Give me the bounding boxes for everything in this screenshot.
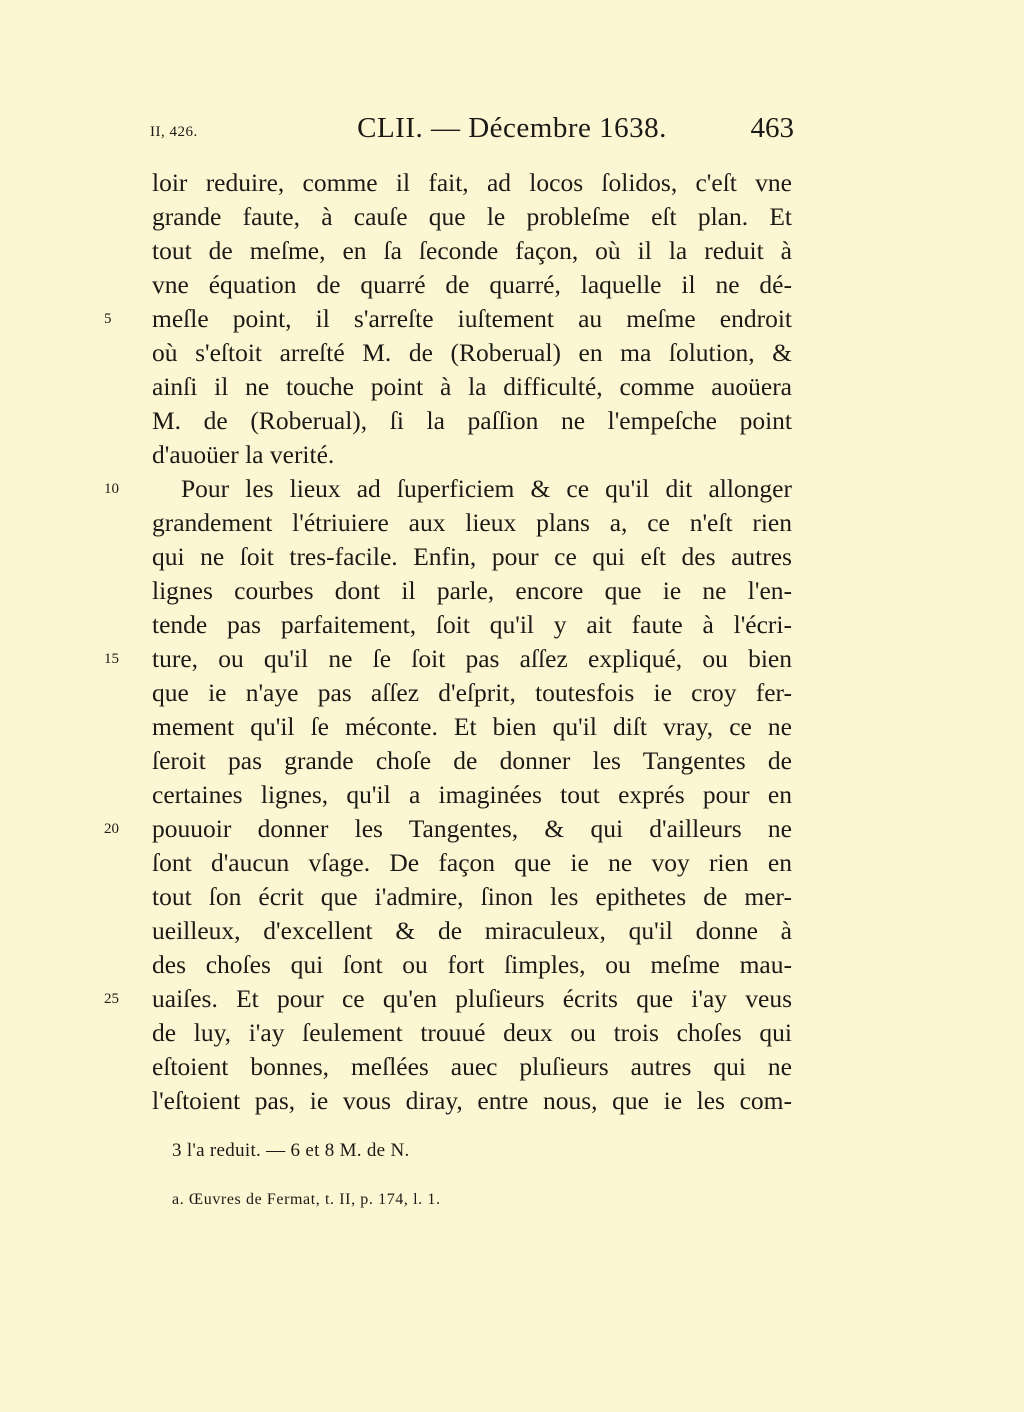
text-line	[152, 744, 792, 778]
line-number: 5	[104, 311, 112, 327]
text-line	[152, 778, 792, 812]
text-line	[152, 1016, 792, 1050]
text-line	[152, 268, 792, 302]
line-text: Pour les lieux ad ſuperficiem & ce qu'il dit allonger	[181, 474, 792, 503]
footnotes	[172, 1136, 792, 1214]
line-number: 15	[104, 651, 119, 667]
line-text: lignes courbes dont il parle, encore que ie ne l'en-	[152, 576, 792, 605]
text-line	[152, 404, 792, 438]
line-text: ture, ou qu'il ne ſe ſoit pas aſſez expliqué, ou bien	[152, 644, 792, 673]
line-text: ainſi il ne touche point à la difficulté, comme auoüera	[152, 372, 792, 401]
line-text: l'eſtoient pas, ie vous diray, entre nous, que ie les com-	[152, 1086, 792, 1115]
text-line	[152, 438, 792, 472]
text-line	[152, 914, 792, 948]
text-line	[104, 982, 792, 1016]
line-text: uaiſes. Et pour ce qu'en pluſieurs écrits que i'ay veus	[152, 984, 792, 1013]
text-line	[152, 540, 792, 574]
line-number: 25	[104, 991, 119, 1007]
line-text: tende pas parfaitement, ſoit qu'il y ait faute à l'écri-	[152, 610, 792, 639]
line-text: des choſes qui ſont ou fort ſimples, ou meſme mau-	[152, 950, 792, 979]
text-line	[104, 812, 792, 846]
line-text: tout ſon écrit que i'admire, ſinon les epithetes de mer-	[152, 882, 792, 911]
line-text: meſle point, il s'arreſte iuſtement au meſme endroit	[152, 304, 792, 333]
line-text: grande faute, à cauſe que le probleſme eſt plan. Et	[152, 202, 792, 231]
line-text: qui ne ſoit tres-facile. Enfin, pour ce qui eſt des autres	[152, 542, 792, 571]
line-text: grandement l'étriuiere aux lieux plans a, ce n'eſt rien	[152, 508, 792, 537]
text-line	[152, 234, 792, 268]
line-text: pouuoir donner les Tangentes, & qui d'ailleurs ne	[152, 814, 792, 843]
text-line	[104, 642, 792, 676]
line-text: certaines lignes, qu'il a imaginées tout exprés pour en	[152, 780, 792, 809]
text-line	[152, 1084, 792, 1118]
footnote-a: a. Œuvres de Fermat, t. II, p. 174, l. 1.	[172, 1191, 441, 1208]
line-text: ueilleux, d'excellent & de miraculeux, qu'il donne à	[152, 916, 792, 945]
text-line	[152, 948, 792, 982]
page-header	[0, 112, 1024, 156]
letter-body	[104, 166, 792, 1118]
text-line	[152, 880, 792, 914]
text-line	[104, 302, 792, 336]
line-text: eſtoient bonnes, meſlées auec pluſieurs autres qui ne	[152, 1052, 792, 1081]
line-text: que ie n'aye pas aſſez d'eſprit, toutesfois ie croy fer-	[152, 678, 792, 707]
line-text: ſeroit pas grande choſe de donner les Tangentes de	[152, 746, 792, 775]
text-line	[152, 710, 792, 744]
source-reference: II, 426.	[150, 124, 198, 140]
text-line	[152, 846, 792, 880]
line-number: 20	[104, 821, 119, 837]
text-line	[152, 574, 792, 608]
line-text: de luy, i'ay ſeulement trouué deux ou trois choſes qui	[152, 1018, 792, 1047]
line-text: tout de meſme, en ſa ſeconde façon, où il la reduit à	[152, 236, 792, 265]
line-text: où s'eſtoit arreſté M. de (Roberual) en ma ſolution, &	[152, 338, 792, 367]
line-text: vne équation de quarré de quarré, laquelle il ne dé-	[152, 270, 792, 299]
text-line	[152, 506, 792, 540]
text-line	[152, 166, 792, 200]
text-line	[152, 200, 792, 234]
line-text: d'auoüer la verité.	[152, 440, 335, 469]
line-text: M. de (Roberual), ſi la paſſion ne l'empeſche point	[152, 406, 792, 435]
variant-readings: 3 l'a reduit. — 6 et 8 M. de N.	[172, 1140, 410, 1161]
line-text: loir reduire, comme il fait, ad locos ſolidos, c'eſt vne	[152, 168, 792, 197]
text-line	[152, 370, 792, 404]
line-text: mement qu'il ſe méconte. Et bien qu'il diſt vray, ce ne	[152, 712, 792, 741]
running-title: CLII. — Décembre 1638.	[357, 112, 667, 144]
page-number: 463	[750, 112, 794, 144]
text-line	[152, 676, 792, 710]
text-line	[152, 1050, 792, 1084]
text-line	[152, 336, 792, 370]
text-line	[152, 608, 792, 642]
text-line	[104, 472, 792, 506]
line-number: 10	[104, 481, 119, 497]
line-text: ſont d'aucun vſage. De façon que ie ne voy rien en	[152, 848, 792, 877]
